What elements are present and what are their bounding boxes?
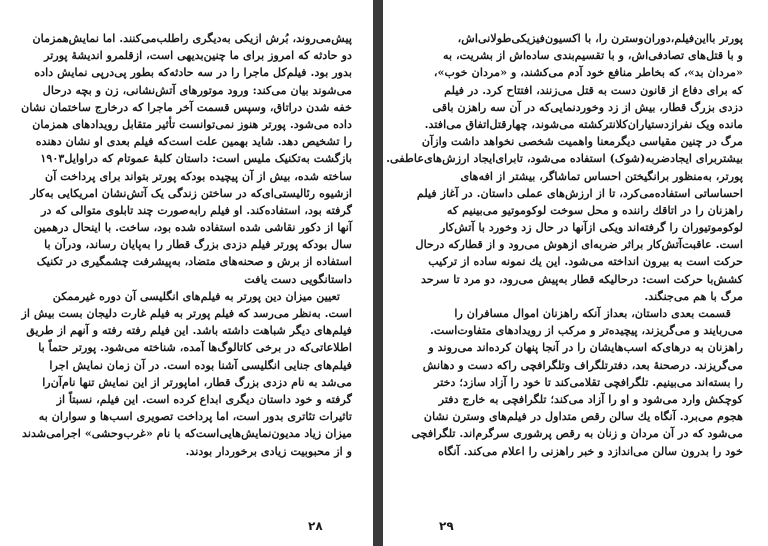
text-line: داستانگویی دست یافت xyxy=(244,271,352,286)
text-line: می‌شود که در آن مردان و زنان به رقص پرشوری سرگرم‌اند. تلگرافچی xyxy=(411,426,743,441)
text-line: اطلاعاتی‌که در برخی کاتالوگ‌ها آمده، شناخته می‌شود. پورتر حتماً با xyxy=(38,340,352,355)
text-line: داده می‌شود. پورتر هنوز نمی‌توانست تأثیر متقابل رویدادهای همزمان xyxy=(32,116,352,131)
text-line: هجوم می‌برد. آنگاه یك سالن رقص متداول در فیلم‌های وسترن نشان xyxy=(423,409,743,424)
text-line: کشش‌با حرکت است: درحالیکه قطار به‌پیش می‌رود، دو مرد تا سرحد xyxy=(420,271,743,286)
text-line: راهزنان به درهای‌که اسب‌هایشان را در آنجا پنهان کرده‌اند می‌روند و xyxy=(428,340,743,355)
text-line: میزان زیاد مدیون‌نمایش‌هایی‌است‌که با نام «غرب‌وحشی» اجرامی‌شدند xyxy=(21,426,352,441)
text-line: مانده ویک نفرازدستیاران‌کلانترکشته می‌شوند، چهارقتل‌اتفاق می‌افتد. xyxy=(424,116,743,131)
text-line: را تشخیص دهد. شاید بهمین علت است‌که فیلم بعدی او نشان دهنده xyxy=(35,134,352,149)
text-line: فیلم‌های جنایی انگلیسی آشنا بوده است. در آن زمان نمایش اجرا xyxy=(49,357,352,372)
text-line: آنها از دکور نقاشی شده استفاده شده بود، ساخت. با اینحال درهمین xyxy=(33,220,352,235)
text-line: دزدی بزرگ قطار، بیش از زد وخوردنمایی‌که در آن سه راهزن باقی xyxy=(432,99,743,114)
page-number-left: ۲۸ xyxy=(308,519,323,533)
left-page-text xyxy=(21,30,352,460)
text-line: می‌ربایند و می‌گریزند، پیچیده‌تر و مرکب از رویدادهای متفاوت‌است. xyxy=(429,323,743,338)
text-line: است. به‌نظر می‌رسد که فیلم پورتر به فیلم غارت دلیجان بست بیش از xyxy=(21,306,352,320)
text-line: تاثیرات تئاتری بدور است، اما پرداخت تصویری اسب‌ها و سواران به xyxy=(38,409,352,424)
text-line: است. عاقبت‌آتش‌کار براثر ضربه‌ای ازهوش می‌رود و از قطارکه درحال xyxy=(415,237,743,252)
text-line: می‌شوند بیان می‌کند: ورود موتورهای آتش‌نشانی، زن و بچه درحال xyxy=(42,82,352,97)
text-line: سال بودکه پورتر فیلم دزدی بزرگ قطار را به‌پایان رساند، ودرآن با xyxy=(44,237,352,252)
text-line: که برای دفاع از قانون دست به قتل می‌زنند، افتتاح کرد. در فیلم xyxy=(444,82,743,97)
text-line: استفاده از برش و صحنه‌های متضاد، به‌پیشرفت چشمگیری در تکنیک xyxy=(36,254,352,269)
text-line: می‌گریزند. درصحنهٔ بعد، دفترتلگراف وتلگرافچی راکه دست و دهانش xyxy=(422,357,743,372)
text-line: خفه شدن دراتاق، وسپس قسمت آخر ماجرا که درخارج ساختمان نشان xyxy=(21,99,352,114)
text-line: بیشتربرای ایجادضربه(شوک) استفاده می‌شود، تابرای‌ایجاد ارزش‌های‌عاطفی. xyxy=(386,151,743,166)
text-line: پورتر، به‌منظور برانگیختن احساس تماشاگر، بیشتر از افه‌های xyxy=(460,168,743,183)
text-line: دو حادثه که امروز برای ما چنین‌بدیهی است، ازقلمرو اندیشهٔ پورتر xyxy=(44,48,352,63)
text-line: حرکت است به بیرون انداخته می‌شود. این یك نمونه ساده از ترکیب xyxy=(428,254,743,269)
text-line: مرگ در چنین مقیاسی دیگرمعنا واهمیت شخصی نخواهد داشت وازآن xyxy=(421,134,743,149)
text-line: قسمت بعدی داستان، بعداز آنکه راهزنان اموال مسافران را xyxy=(454,306,731,320)
book-gutter xyxy=(373,0,383,546)
text-line: گرفته و خود داستان دیگری ابداع کرده است. این فیلم، نسبتاً از xyxy=(56,391,352,406)
text-line: ازشیوه رئالیستی‌ای‌که در ساختن زندگی یک آتش‌نشان امریکایی به‌کار xyxy=(30,185,352,200)
text-line: فیلم‌های دیگر شباهت داشته باشد. این فیلم رفته رفته و آنهم از طریق xyxy=(26,323,352,338)
right-page xyxy=(383,0,768,546)
text-line: لوکوموتیوران را گرفته‌اند ویکی ازآنها در حال زد وخورد با آتش‌کار xyxy=(439,220,743,235)
text-line: کوچکش وارد می‌شود و او را آزاد می‌کند؛ تلگرافچی به خارج دفتر xyxy=(438,391,743,406)
text-line: پیش‌می‌روند، بُرش ازیکی به‌دیگری راطلب‌می‌کنند. اما نمایش‌همزمان xyxy=(32,31,352,45)
text-line: می‌شد به نام دزدی بزرگ قطار، اماپورتر از این نمایش تنها نام‌آن‌را xyxy=(42,374,352,389)
text-line: مرگ با هم می‌جنگند. xyxy=(644,288,743,303)
text-line: و با قتل‌های تصادفی‌اش، و با تقسیم‌بندی ساده‌اش از بشریت، به xyxy=(443,48,743,63)
left-page xyxy=(0,0,373,546)
text-line: گرفته بود، استفاده‌کند. او فیلم رابه‌صورت چند تابلوی متوالی که در xyxy=(41,202,352,217)
text-line: ساخته شده، بیش از آن پیچیده بودکه پورتر بتواند برای پرداخت آن xyxy=(45,168,352,183)
text-line: پورتر بااین‌فیلم،دوران‌وسترن را، با اکسیون‌فیزیکی‌طولانی‌اش، xyxy=(457,31,743,45)
text-line: را بسته‌اند می‌بینیم. تلگرافچی تقلامی‌کند تا خود را آزاد سازد؛ دختر xyxy=(434,374,743,389)
text-line: راهزنان را در اتاقك راننده و محل سوخت لوکوموتیو می‌بینیم که xyxy=(446,202,743,217)
text-line: و از محبوبیت زیادی برخوردار بودند. xyxy=(185,443,352,458)
page-number-right: ۲۹ xyxy=(439,519,454,533)
text-line: تعیین میزان دین پورتر به فیلم‌های انگلیسی آن دوره غیرممکن xyxy=(52,288,340,303)
text-line: احساساتی استفاده‌می‌کرد، تا از ارزش‌های عملی داستان. در آغاز فیلم xyxy=(416,185,743,200)
text-line: بدور بود. فیلم‌کل ماجرا را در سه حادثه‌که بطور پی‌درپی نمایش داده xyxy=(34,65,352,80)
right-page-text xyxy=(386,30,743,460)
text-line: «مردان بد»، که بخاطر منافع خود آدم می‌کشند، و «مردان خوب»، xyxy=(433,65,743,80)
text-line: بازگشت به‌تکنیک ملیس است: داستان کلبهٔ عموتام که دراوایل۱۹۰۳ xyxy=(40,151,352,166)
text-line: خود را بدرون سالن می‌اندازد و خبر راهزنی را اعلام می‌کند. آنگاه xyxy=(438,443,743,458)
